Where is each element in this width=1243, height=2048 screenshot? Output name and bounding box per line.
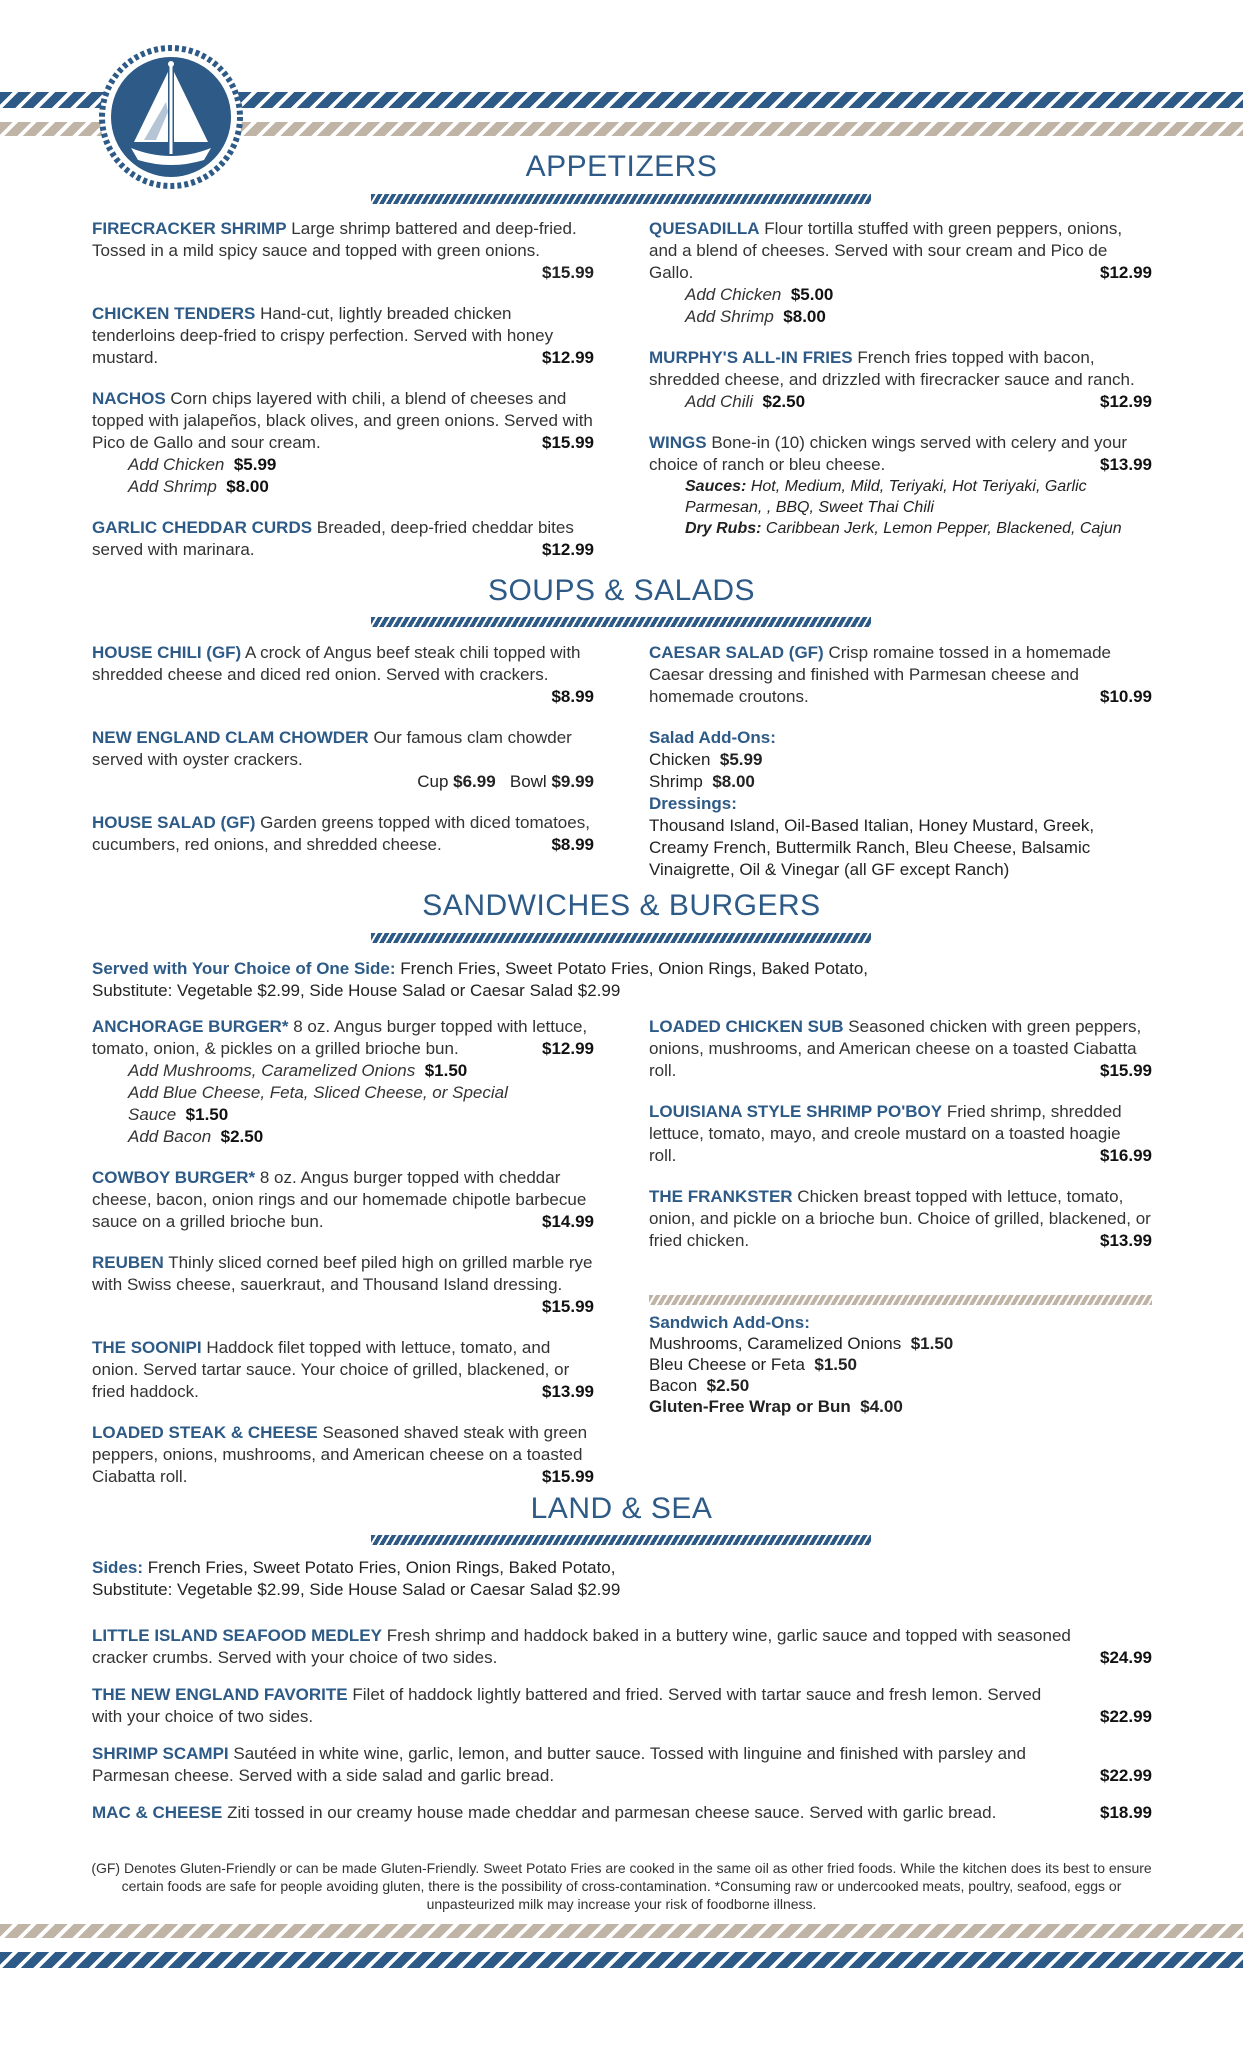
item-name: THE NEW ENGLAND FAVORITE — [92, 1685, 348, 1704]
menu-item — [92, 812, 594, 856]
item-price: $16.99 — [1100, 1146, 1152, 1165]
salad-addon: Shrimp $8.00 — [649, 772, 755, 791]
item-desc: Corn chips layered with chili, a blend of cheeses and topped with jalapeños, black olives, and green onions. Served with Pico de Gallo and sour cream. — [92, 389, 593, 452]
item-price: $22.99 — [1100, 1707, 1152, 1726]
item-desc: Sautéed in white wine, garlic, lemon, and butter sauce. Tossed with linguine and finished with parsley and Parmesan cheese. Served with a side salad and garlic bread. — [92, 1744, 1026, 1785]
item-desc: Bone-in (10) chicken wings served with celery and your choice of ranch or bleu cheese. — [649, 433, 1128, 474]
item-price: $15.99 — [1100, 1061, 1152, 1080]
item-name: SHRIMP SCAMPI — [92, 1744, 229, 1763]
item-price: $24.99 — [1100, 1648, 1152, 1667]
item-desc: Fried shrimp, shredded lettuce, tomato, mayo, and creole mustard on a toasted hoagie roll. — [649, 1102, 1122, 1165]
sandwich-addon: Mushrooms, Caramelized Onions $1.50 — [649, 1334, 954, 1353]
item-addon: Add Chili $2.50 — [685, 392, 806, 411]
menu-item — [92, 1016, 594, 1148]
menu-item — [649, 642, 1152, 708]
item-name: HOUSE SALAD (GF) — [92, 813, 256, 832]
wing-sauces: Sauces: Hot, Medium, Mild, Teriyaki, Hot Teriyaki, Garlic Parmesan, , BBQ, Sweet Thai Chili — [685, 478, 1087, 516]
item-desc: Hand-cut, lightly breaded chicken tenderloins deep-fried to crispy perfection. Served with honey mustard. — [92, 304, 554, 367]
item-price: $12.99 — [542, 348, 594, 367]
item-desc: A crock of Angus beef steak chili topped with shredded cheese and diced red onion. Served with crackers. — [92, 643, 581, 684]
item-name: LITTLE ISLAND SEAFOOD MEDLEY — [92, 1626, 382, 1645]
menu-item — [92, 1743, 1152, 1787]
menu-item — [92, 1252, 594, 1318]
sandwich-addons — [649, 1312, 1152, 1417]
menu-item — [92, 727, 594, 793]
item-desc: Large shrimp battered and deep-fried. Tossed in a mild spicy sauce and topped with green onions. — [92, 219, 577, 260]
item-name: HOUSE CHILI (GF) — [92, 643, 242, 662]
item-price: $18.99 — [1100, 1803, 1152, 1822]
item-desc: Garden greens topped with diced tomatoes, cucumbers, red onions, and shredded cheese. — [92, 813, 590, 854]
bottom-navy-border — [0, 1952, 1243, 1968]
item-desc: Flour tortilla stuffed with green peppers, onions, and a blend of cheeses. Served with sour cream and Pico de Gallo. — [649, 219, 1123, 282]
item-desc: Seasoned chicken with green peppers, onions, mushrooms, and American cheese on a toasted Ciabatta roll. — [649, 1017, 1142, 1080]
item-price: $15.99 — [542, 1467, 594, 1486]
menu-item — [649, 347, 1152, 413]
item-addon: Add Blue Cheese, Feta, Sliced Cheese, or Special Sauce $1.50 — [128, 1083, 508, 1124]
menu-item — [92, 1337, 594, 1403]
menu-item — [649, 1016, 1152, 1082]
soups-rope-divider — [371, 617, 871, 627]
item-desc: Filet of haddock lightly battered and fried. Served with tartar sauce and fresh lemon. Served with your choice of two sides. — [92, 1685, 1042, 1726]
item-price: $22.99 — [1100, 1766, 1152, 1785]
item-desc: French fries topped with bacon, shredded cheese, and drizzled with firecracker sauce and ranch. — [649, 348, 1135, 389]
item-name: MAC & CHEESE — [92, 1803, 223, 1822]
item-desc: 8 oz. Angus burger topped with cheddar cheese, bacon, onion rings and our homemade chipotle barbecue sauce on a grilled brioche bun. — [92, 1168, 587, 1231]
menu-item — [92, 1802, 1152, 1824]
item-addon: Add Chicken $5.99 — [128, 455, 277, 474]
menu-item — [649, 218, 1152, 328]
item-desc: 8 oz. Angus burger topped with lettuce, tomato, onion, & pickles on a grilled brioche bun. — [92, 1017, 588, 1058]
item-price: $13.99 — [542, 1382, 594, 1401]
item-price: $13.99 — [1100, 1231, 1152, 1250]
land-sea-title: LAND & SEA — [530, 1492, 713, 1525]
item-name: REUBEN — [92, 1253, 164, 1272]
salad-addon: Chicken $5.99 — [649, 750, 763, 769]
item-name: CAESAR SALAD (GF) — [649, 643, 824, 662]
sandwich-addon: Bleu Cheese or Feta $1.50 — [649, 1355, 857, 1374]
item-name: MURPHY'S ALL-IN FRIES — [649, 348, 853, 367]
menu-item — [92, 642, 594, 708]
item-name: COWBOY BURGER* — [92, 1168, 256, 1187]
dressings-list: Thousand Island, Oil-Based Italian, Honey Mustard, Greek, Creamy French, Buttermilk Ranch, Bleu Cheese, Balsamic Vinaigrette, Oil & Vinegar (all GF except Ranch) — [649, 816, 1095, 879]
bottom-tan-border — [0, 1924, 1243, 1938]
disclaimer: (GF) Denotes Gluten-Friendly or can be made Gluten-Friendly. Sweet Potato Fries are cooked in the same oil as other fried foods. While the kitchen does its best to ensure certain foods are safe for people avoiding gluten, there is the possibility of cross-contamination. *Consuming raw or undercooked meats, poultry, seafood, eggs or unpasteurized milk may increase your risk of foodborne illness. — [91, 1860, 1152, 1912]
salad-addons-label: Salad Add-Ons: — [649, 728, 776, 747]
item-name: NACHOS — [92, 389, 166, 408]
item-price: $15.99 — [542, 263, 594, 282]
item-price: $10.99 — [1100, 687, 1152, 706]
item-name: QUESADILLA — [649, 219, 760, 238]
item-desc: Ziti tossed in our creamy house made cheddar and parmesan cheese sauce. Served with garlic bread. — [227, 1803, 997, 1822]
sandwich-addons-divider — [649, 1295, 1152, 1305]
land-sea-sides-note: Sides: French Fries, Sweet Potato Fries, Onion Rings, Baked Potato, Substitute: Vegetable $2.99, Side House Salad or Caesar Salad $2.99 — [92, 1558, 621, 1599]
item-price: $14.99 — [542, 1212, 594, 1231]
sandwich-addons-label: Sandwich Add-Ons: — [649, 1313, 810, 1332]
appetizers-left-column — [92, 218, 594, 580]
item-price: $12.99 — [1100, 392, 1152, 411]
gluten-free-wrap: Gluten-Free Wrap or Bun $4.00 — [649, 1397, 903, 1416]
item-price: $15.99 — [542, 1297, 594, 1316]
item-desc: Fresh shrimp and haddock baked in a buttery wine, garlic sauce and topped with seasoned cracker crumbs. Served with your choice of two sides. — [92, 1626, 1071, 1667]
item-desc: Crisp romaine tossed in a homemade Caesar dressing and finished with Parmesan cheese and homemade croutons. — [649, 643, 1111, 706]
item-addon: Add Bacon $2.50 — [128, 1127, 264, 1146]
soups-salads-title: SOUPS & SALADS — [487, 574, 756, 607]
item-name: WINGS — [649, 433, 707, 452]
menu-item — [92, 1422, 594, 1488]
item-name: THE SOONIPI — [92, 1338, 202, 1357]
appetizers-right-column — [649, 218, 1152, 558]
sandwiches-rope-divider — [371, 933, 871, 943]
appetizers-title: APPETIZERS — [525, 150, 718, 183]
sandwiches-right-column — [649, 1016, 1152, 1271]
menu-item — [92, 218, 594, 284]
chowder-prices: Cup $6.99 Bowl $9.99 — [417, 772, 594, 791]
sandwiches-left-column — [92, 1016, 594, 1507]
item-desc: Haddock filet topped with lettuce, tomato, and onion. Served tartar sauce. Your choice of grilled, blackened, or fried haddock. — [92, 1338, 570, 1401]
item-price: $15.99 — [542, 433, 594, 452]
item-name: CHICKEN TENDERS — [92, 304, 256, 323]
item-addon: Add Shrimp $8.00 — [685, 307, 826, 326]
menu-item — [92, 1625, 1152, 1669]
menu-item — [92, 1684, 1152, 1728]
item-price: $8.99 — [551, 687, 594, 706]
item-addon: Add Chicken $5.00 — [685, 285, 834, 304]
item-desc: Seasoned shaved steak with green peppers, onions, mushrooms, and American cheese on a toasted Ciabatta roll. — [92, 1423, 588, 1486]
menu-item — [649, 1186, 1152, 1252]
item-name: THE FRANKSTER — [649, 1187, 793, 1206]
menu-item — [92, 388, 594, 498]
item-addon: Add Shrimp $8.00 — [128, 477, 269, 496]
menu-item — [92, 303, 594, 369]
menu-item — [92, 517, 594, 561]
menu-item — [92, 1167, 594, 1233]
item-price: $12.99 — [542, 540, 594, 559]
item-name: LOADED STEAK & CHEESE — [92, 1423, 318, 1442]
item-name: ANCHORAGE BURGER* — [92, 1017, 289, 1036]
item-desc: Breaded, deep-fried cheddar bites served with marinara. — [92, 518, 574, 559]
sandwich-side-note: Served with Your Choice of One Side: French Fries, Sweet Potato Fries, Onion Rings, Baked Potato, Substitute: Vegetable $2.99, Side House Salad or Caesar Salad $2.99 — [92, 959, 868, 1000]
soups-right-column — [649, 642, 1152, 881]
item-price: $12.99 — [542, 1039, 594, 1058]
item-name: LOUISIANA STYLE SHRIMP PO'BOY — [649, 1102, 943, 1121]
item-desc: Thinly sliced corned beef piled high on grilled marble rye with Swiss cheese, sauerkraut, and Thousand Island dressing. — [92, 1253, 593, 1294]
soups-left-column — [92, 642, 594, 875]
item-name: LOADED CHICKEN SUB — [649, 1017, 844, 1036]
sandwiches-title: SANDWICHES & BURGERS — [422, 889, 821, 922]
sandwich-addon: Bacon $2.50 — [649, 1376, 750, 1395]
item-name: NEW ENGLAND CLAM CHOWDER — [92, 728, 369, 747]
item-desc: Chicken breast topped with lettuce, tomato, onion, and pickle on a brioche bun. Choice of grilled, blackened, or fried chicken. — [649, 1187, 1151, 1250]
item-price: $8.99 — [551, 835, 594, 854]
menu-item — [649, 432, 1152, 539]
item-price: $13.99 — [1100, 455, 1152, 474]
item-name: FIRECRACKER SHRIMP — [92, 219, 287, 238]
item-desc: Our famous clam chowder served with oyster crackers. — [92, 728, 572, 769]
dressings-label: Dressings: — [649, 794, 737, 813]
menu-item — [649, 1101, 1152, 1167]
salad-addons — [649, 727, 1152, 881]
item-name: GARLIC CHEDDAR CURDS — [92, 518, 313, 537]
appetizers-rope-divider — [371, 194, 871, 204]
wing-dry-rubs: Dry Rubs: Caribbean Jerk, Lemon Pepper, Blackened, Cajun — [685, 520, 1122, 537]
item-price: $12.99 — [1100, 263, 1152, 282]
land-sea-rope-divider — [371, 1535, 871, 1545]
item-addon: Add Mushrooms, Caramelized Onions $1.50 — [128, 1061, 468, 1080]
